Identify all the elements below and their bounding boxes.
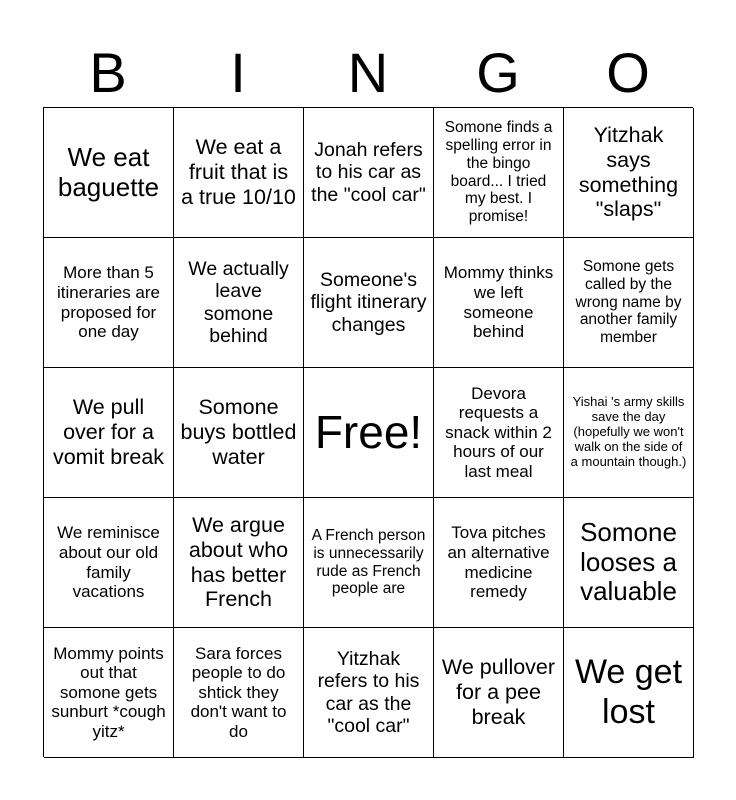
- cell-text: We get lost: [574, 653, 683, 731]
- cell-text: We eat a fruit that is a true 10/10: [181, 135, 296, 209]
- cell-text: Devora requests a snack within 2 hours of our last meal: [445, 383, 552, 481]
- bingo-cell-r4c3[interactable]: [304, 498, 434, 628]
- bingo-cell-r5c1[interactable]: [44, 628, 174, 758]
- bingo-cell-r2c2[interactable]: [174, 238, 304, 368]
- cell-text: Sara forces people to do shtick they don't want to do: [190, 643, 287, 741]
- cell-text: Tova pitches an alternative medicine remedy: [447, 523, 550, 602]
- bingo-cell-r1c1[interactable]: [44, 108, 174, 238]
- bingo-cell-r4c1[interactable]: [44, 498, 174, 628]
- bingo-cell-r3c2[interactable]: [174, 368, 304, 498]
- bingo-cell-r3c4[interactable]: [434, 368, 564, 498]
- bingo-cell-r1c2[interactable]: [174, 108, 304, 238]
- header-letter-n: N: [347, 41, 389, 104]
- bingo-cell-r4c5[interactable]: [564, 498, 694, 628]
- bingo-cell-r5c3[interactable]: [304, 628, 434, 758]
- bingo-cell-r2c3[interactable]: [304, 238, 434, 368]
- cell-text: Somone looses a valuable: [580, 516, 677, 607]
- cell-text: We argue about who has better French: [188, 513, 289, 612]
- cell-text: We pull over for a vomit break: [52, 395, 165, 469]
- cell-text: Yishai 's army skills save the day (hopefully we won't walk on the side of a mountain though.): [570, 394, 687, 469]
- cell-text: We pullover for a pee break: [441, 655, 556, 729]
- cell-text: Mommy thinks we left someone behind: [443, 263, 554, 342]
- free-space-label: Free!: [314, 406, 423, 459]
- cell-text: We reminisce about our old family vacations: [57, 523, 160, 602]
- bingo-cell-r2c1[interactable]: [44, 238, 174, 368]
- bingo-header: [43, 42, 693, 104]
- cell-text: Yitzhak refers to his car as the "cool car": [317, 647, 420, 737]
- header-letter-g: G: [476, 41, 520, 104]
- bingo-cell-r1c4[interactable]: [434, 108, 564, 238]
- cell-text: We actually leave somone behind: [188, 257, 289, 347]
- cell-text: Somone buys bottled water: [180, 395, 297, 469]
- cell-text: Yitzhak says something "slaps": [578, 123, 679, 222]
- cell-text: Somone finds a spelling error in the bingo board... I tried my best. I promise!: [444, 119, 553, 226]
- bingo-cell-r3c1[interactable]: [44, 368, 174, 498]
- bingo-cell-r2c5[interactable]: [564, 238, 694, 368]
- bingo-cell-r4c4[interactable]: [434, 498, 564, 628]
- bingo-cell-r1c3[interactable]: [304, 108, 434, 238]
- bingo-cell-r3c5[interactable]: [564, 368, 694, 498]
- cell-text: More than 5 itineraries are proposed for one day: [57, 263, 160, 342]
- header-letter-i: I: [230, 41, 246, 104]
- bingo-cell-r5c5[interactable]: [564, 628, 694, 758]
- header-letter-o: O: [606, 41, 650, 104]
- cell-text: Someone's flight itinerary changes: [310, 268, 427, 336]
- bingo-cell-r5c2[interactable]: [174, 628, 304, 758]
- bingo-cell-r5c4[interactable]: [434, 628, 564, 758]
- cell-text: We eat baguette: [57, 141, 160, 202]
- cell-text: Somone gets called by the wrong name by another family member: [575, 257, 682, 347]
- cell-text: Jonah refers to his car as the "cool car": [311, 138, 426, 206]
- cell-text: Mommy points out that somone gets sunburt *cough yitz*: [51, 643, 166, 741]
- cell-text: A French person is unnecessarily rude as French people are: [311, 526, 426, 598]
- header-letter-b: B: [89, 41, 127, 104]
- bingo-cell-r1c5[interactable]: [564, 108, 694, 238]
- free-space[interactable]: [304, 368, 434, 498]
- bingo-cell-r4c2[interactable]: [174, 498, 304, 628]
- bingo-cell-r2c4[interactable]: [434, 238, 564, 368]
- bingo-board: [43, 107, 693, 757]
